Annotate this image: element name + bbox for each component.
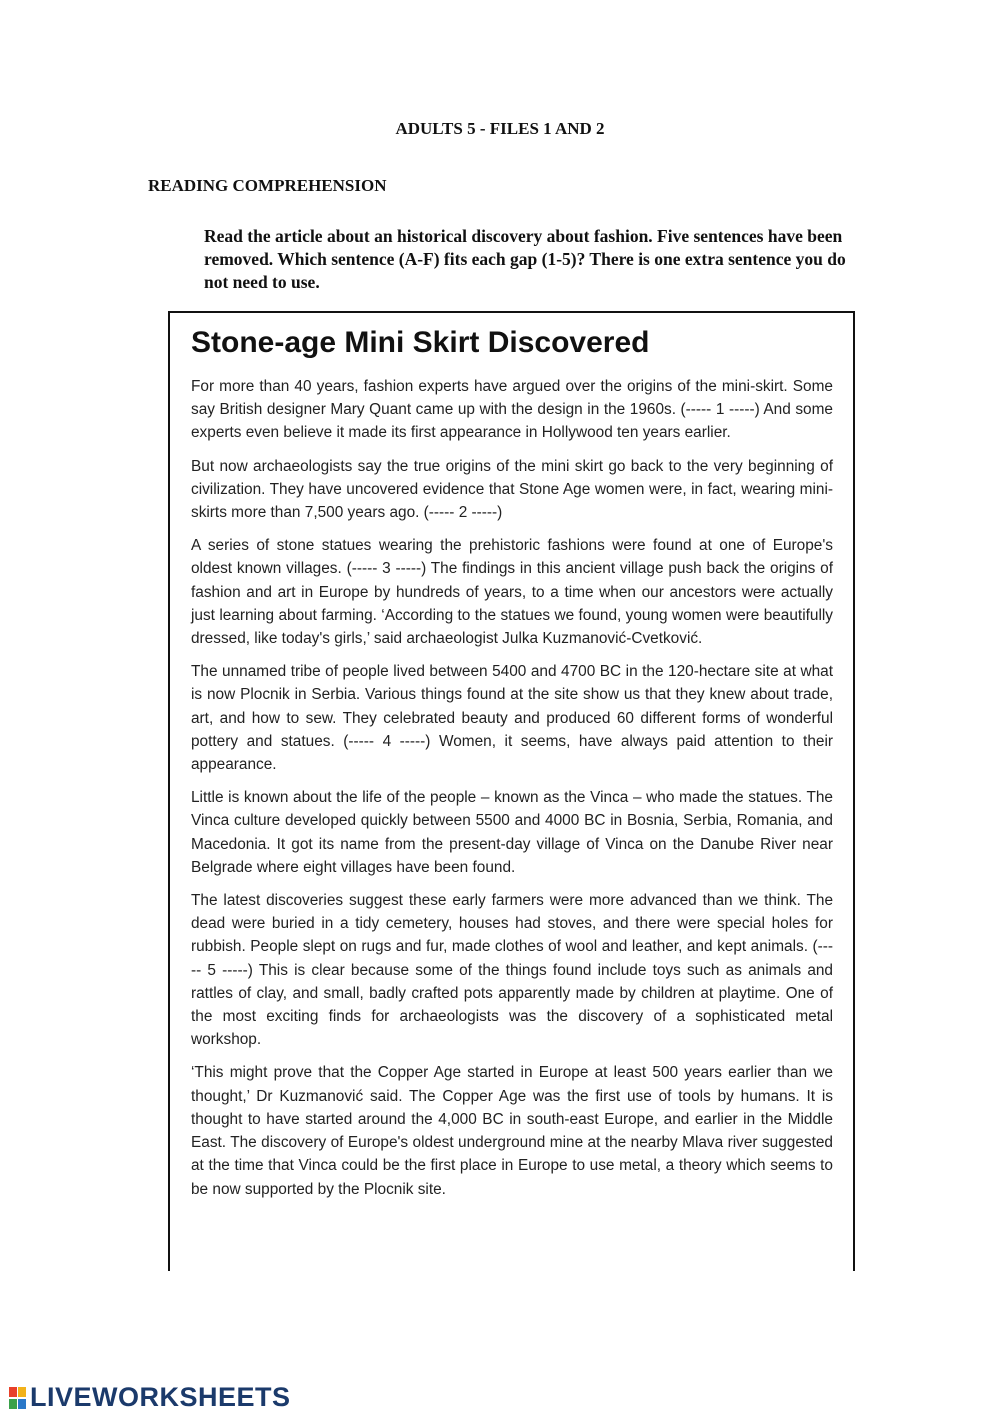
article-paragraph: ‘This might prove that the Copper Age started in Europe at least 500 years earlier than we thought,’ Dr Kuzmanović said. The Copper Age was the first use of tools by humans. It is thought to have started around the 4,000 BC in south-east Europe, and earlier in the Middle East. The discovery of Europe's oldest underground mine at the nearby Mlava river suggested at the time that Vinca could be the first place in Europe to use metal, a theory which seems to be now supported by the Plocnik site. [191, 1064, 833, 1198]
logo-text: LIVEWORKSHEETS [30, 1382, 291, 1412]
liveworksheets-logo[interactable] [8, 1382, 291, 1413]
article-paragraph: The latest discoveries suggest these early farmers were more advanced than we think. The dead were buried in a tidy cemetery, houses had stoves, and there were special holes for rubbish. People slept on rugs and fur, made clothes of wool and leather, and kept animals. (----- 5 -----) This is clear because some of the things found include toys such as animals and rattles of clay, and small, badly crafted pots apparently made by children at playtime. One of the most exciting finds for archaeologists was the discovery of a sophisticated metal workshop. [191, 892, 833, 1049]
article-box [168, 311, 855, 1271]
article-paragraph: A series of stone statues wearing the prehistoric fashions were found at one of Europe's oldest known villages. (----- 3 -----) The findings in this ancient village push back the origins of fashion and art in Europe by hundreds of years, to a time when our ancestors were actually just learning about farming. ‘According to the statues we found, young women were beautifully dressed, like today's girls,’ said archaeologist Julka Kuzmanović-Cvetković. [191, 537, 833, 648]
article-paragraph: But now archaeologists say the true origins of the mini skirt go back to the very beginning of civilization. They have uncovered evidence that Stone Age women were, in fact, wearing mini-skirts more than 7,500 years ago. (----- 2 -----) [191, 457, 833, 522]
instructions-text: Read the article about an historical discovery about fashion. Five sentences have been removed. Which sentence (A-F) fits each gap (1-5)? There is one extra sentence you do not need to use. [204, 226, 846, 292]
document-title: ADULTS 5 - FILES 1 AND 2 [395, 119, 605, 138]
liveworksheets-logo-icon [8, 1385, 28, 1411]
article-paragraph: Little is known about the life of the people – known as the Vinca – who made the statues. The Vinca culture developed quickly between 5500 and 4000 BC in Bosnia, Serbia, Romania, and Macedonia. It got its name from the present-day village of Vinca on the Danube River near Belgrade where eight villages have been found. [191, 789, 833, 876]
article-body [191, 375, 833, 1211]
section-heading: READING COMPREHENSION [148, 176, 387, 195]
article-title: Stone-age Mini Skirt Discovered [191, 326, 650, 359]
article-paragraph: The unnamed tribe of people lived between 5400 and 4700 BC in the 120-hectare site at what is now Plocnik in Serbia. Various things found at the site show us that they knew about trade, art, and how to sew. They celebrated beauty and produced 60 different forms of wonderful pottery and statues. (----- 4 -----) Women, it seems, have always paid attention to their appearance. [191, 663, 833, 774]
article-paragraph: For more than 40 years, fashion experts have argued over the origins of the mini-skirt. Some say British designer Mary Quant came up with the design in the 1960s. (----- 1 -----) And some experts even believe it made its first appearance in Hollywood ten years earlier. [191, 378, 833, 442]
